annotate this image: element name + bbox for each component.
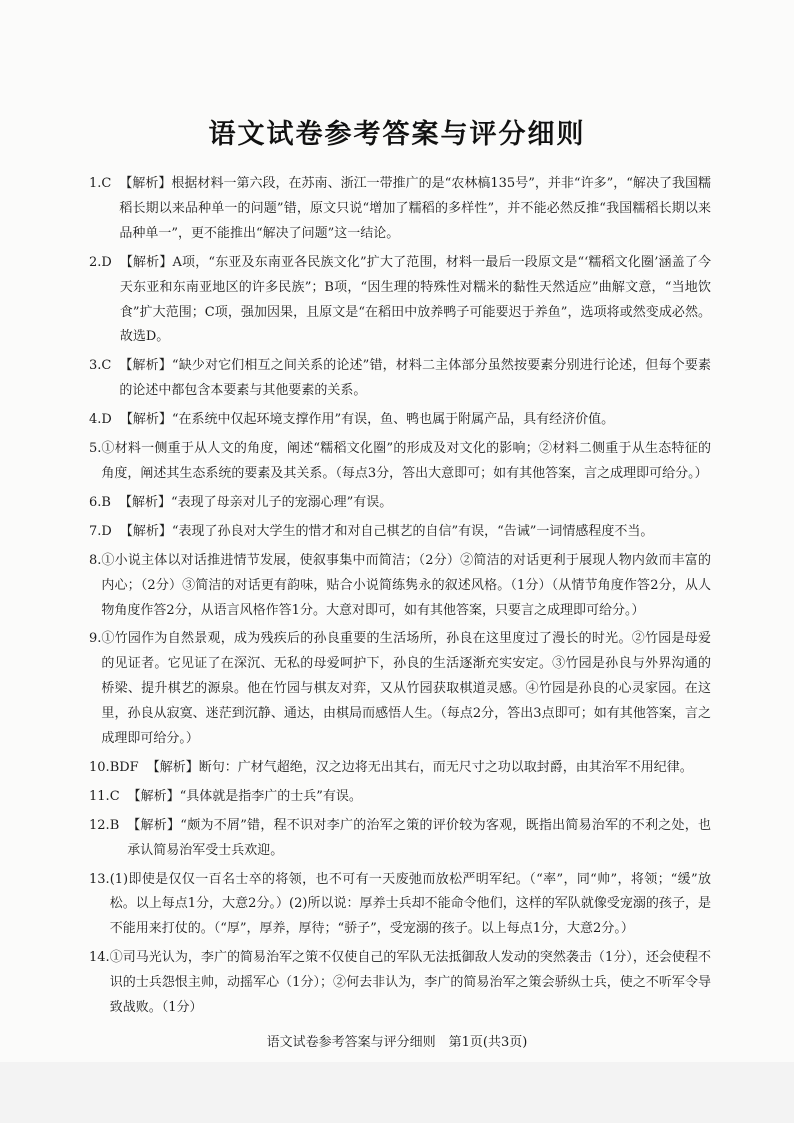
question-number: 8.	[89, 552, 102, 568]
answer-choice: C	[109, 788, 120, 804]
question-number: 3.	[89, 358, 102, 374]
answer-explanation: 【解析】“颇为不屑”错，程不识对李广的治军之策的评价较为客观，既指出简易治军的不利之处，也承认简易治军受士兵欢迎。	[127, 817, 711, 858]
answer-choice: C	[101, 358, 112, 374]
answer-explanation: 【解析】“在系统中仅起环境支撑作用”有误，鱼、鸭也属于附属产品，具有经济价值。	[119, 412, 615, 428]
answer-item	[89, 549, 711, 624]
answer-explanation: ①材料一侧重于从人文的角度，阐述“糯稻文化圈”的形成及对文化的影响；②材料二侧重于从生态特征的角度，阐述其生态系统的要素及其关系。（每点3分，答出大意即可；如有其他答案，言之成理即可给分。）	[101, 441, 711, 481]
question-number: 14.	[89, 950, 110, 966]
answer-item	[89, 627, 711, 752]
answer-choice: D	[101, 254, 112, 270]
answer-item	[89, 172, 711, 247]
answer-item	[89, 354, 711, 404]
answer-explanation: 【解析】根据材料一第六段，在苏南、浙江一带推广的是“农林槁135号”，并非“许多”，“解决了我国糯稻长期以来品种单一的问题”错，原文只说“增加了糯稻的多样性”，并不能必然反推“我国糯稻长期以来品种单一”，更不能推出“解决了问题”这一结论。	[119, 176, 711, 241]
answer-item	[89, 756, 711, 781]
answer-list	[89, 172, 711, 1025]
answer-choice: B	[109, 817, 120, 833]
answer-explanation: ①小说主体以对话推进情节发展，使叙事集中而简洁；（2分）②简洁的对话更利于展现人物内敛而丰富的内心；（2分）③简洁的对话更有韵味，贴合小说简练隽永的叙述风格。（1分）（从情节角度作答2分，从人物角度作答2分，从语言风格作答1分。大意对即可，如有其他答案，只要言之成理即可给分。）	[101, 552, 711, 618]
answer-choice: B	[101, 494, 111, 510]
question-number: 9.	[89, 631, 102, 647]
answer-choice: BDF	[109, 759, 139, 775]
question-number: 2.	[89, 254, 102, 270]
question-number: 1.	[89, 176, 102, 191]
answer-item	[89, 408, 711, 433]
answer-item	[89, 437, 711, 487]
page-footer: 语文试卷参考答案与评分细则 第1页(共3页)	[266, 1035, 528, 1050]
question-number: 5.	[89, 441, 102, 457]
question-number: 11.	[89, 788, 110, 804]
question-number: 4.	[89, 412, 102, 428]
answer-item	[89, 868, 711, 943]
question-number: 7.	[89, 523, 102, 539]
question-number: 6.	[89, 494, 102, 510]
answer-item	[89, 814, 711, 864]
answer-choice: C	[101, 176, 112, 191]
page-title: 语文试卷参考答案与评分细则	[208, 119, 586, 150]
question-number: 12.	[89, 817, 110, 833]
answer-explanation: 【解析】“表现了孙良对大学生的惜才和对自己棋艺的自信”有误，“告诫”一词情感程度不当。	[119, 523, 654, 539]
answer-explanation: 【解析】断句：广材气超绝，汉之边将无出其右，而无尺寸之功以取封爵，由其治军不用纪律。	[146, 759, 693, 775]
answer-explanation: (1)即使是仅仅一百名士卒的将领，也不可有一天废弛而放松严明军纪。（“率”，同“帅”，将领；“缓”放松。以上每点1分，大意2分。）(2)所以说：厚养士兵却不能命令他们，这样的军队就像受宠溺的孩子，是不能用来打仗的。（“厚”，厚养，厚待；“骄子”，受宠溺的孩子。以上每点1分，大意2分。）	[109, 871, 711, 937]
answer-item	[89, 785, 711, 810]
answer-choice: D	[101, 412, 112, 428]
answer-item	[89, 251, 711, 351]
answer-item	[89, 520, 711, 545]
question-number: 13.	[89, 871, 110, 887]
answer-explanation: 【解析】“具体就是指李广的士兵”有误。	[127, 788, 362, 804]
answer-explanation: ①竹园作为自然景观，成为残疾后的孙良重要的生活场所，孙良在这里度过了漫长的时光。②竹园是母爱的见证者。它见证了在深沉、无私的母爱呵护下，孙良的生活逐渐充实安定。③竹园是孙良与外界沟通的桥梁、提升棋艺的源泉。他在竹园与棋友对弈，又从竹园获取棋道灵感。④竹园是孙良的心灵家园。在这里，孙良从寂寞、迷茫到沉静、通达，由棋局而感悟人生。（每点2分，答出3点即可；如有其他答案，言之成理即可给分。）	[101, 631, 711, 747]
answer-item	[89, 491, 711, 516]
question-number: 10.	[89, 759, 110, 775]
answer-explanation: 【解析】A项，“东亚及东南亚各民族文化”扩大了范围，材料一最后一段原文是“‘糯稻文化圈’涵盖了今天东亚和东南亚地区的许多民族”；B项，“因生理的特殊性对糯米的黏性天然适应”曲解文意，“当地饮食”扩大范围；C项，强加因果，且原文是“在稻田中放养鸭子可能要迟于养鱼”，选项将或然变成必然。故选D。	[119, 254, 711, 345]
answer-explanation: 【解析】“表现了母亲对儿子的宠溺心理”有误。	[118, 494, 393, 510]
answer-explanation: ①司马光认为，李广的简易治军之策不仅使自己的军队无法抵御敌人发动的突然袭击（1分），还会使程不识的士兵怨恨主帅，动摇军心（1分）；②何去非认为，李广的简易治军之策会骄纵士兵，使之不听军令导致战败。（1分）	[109, 950, 711, 1016]
answer-item	[89, 946, 711, 1021]
answer-explanation: 【解析】“缺少对它们相互之间关系的论述”错，材料二主体部分虽然按要素分别进行论述，但每个要素的论述中都包含本要素与其他要素的关系。	[119, 358, 711, 399]
answer-choice: D	[101, 523, 112, 539]
